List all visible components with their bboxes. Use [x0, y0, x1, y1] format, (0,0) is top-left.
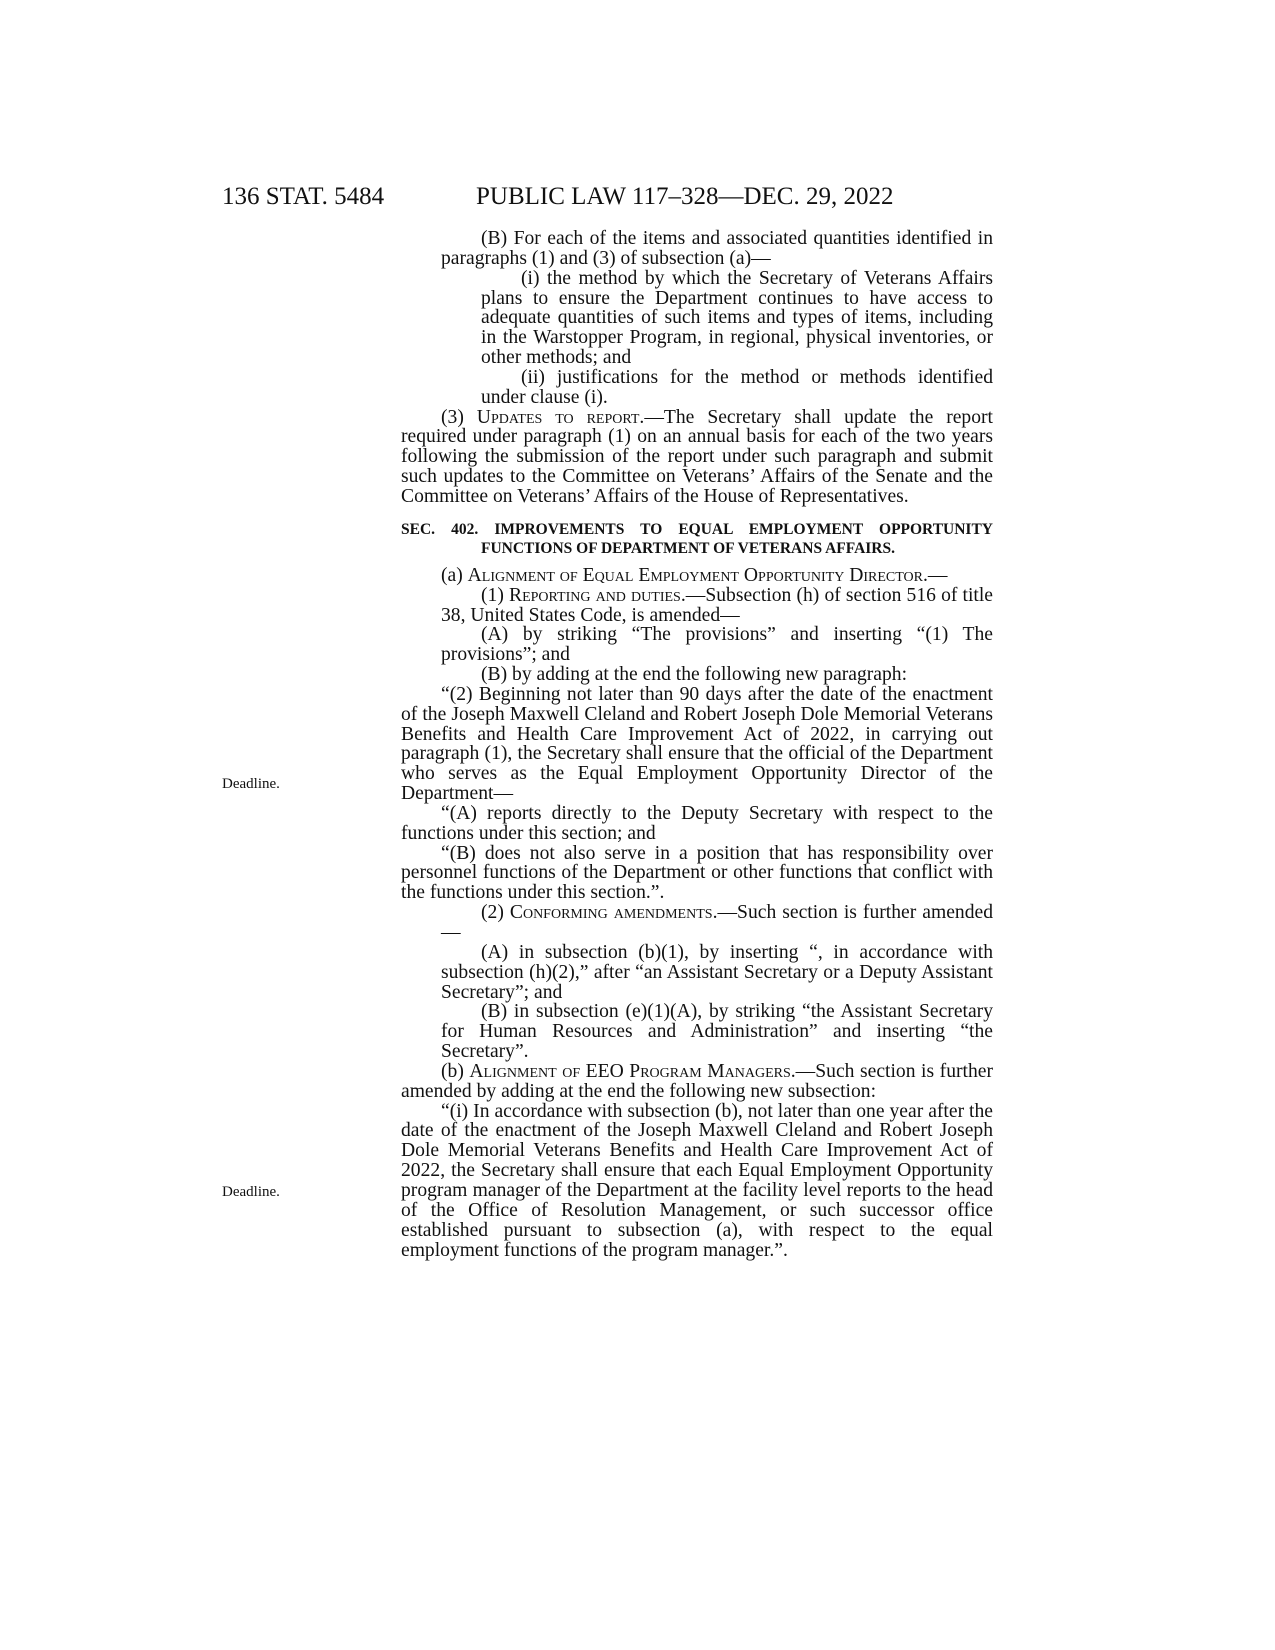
paragraph-number: (1) — [481, 584, 509, 606]
paragraph-a1 — [401, 586, 993, 626]
document-body — [401, 229, 993, 1260]
subparagraph-a1B: (B) by adding at the end the following new paragraph: — [481, 664, 908, 686]
subparagraph-a2A: (A) in subsection (b)(1), by inserting “, in accordance with subsection (h)(2),” after “an Assistant Secretary or a Deputy Assistant Secretary”; and — [441, 941, 993, 1003]
subparagraph-a2B: (B) in subsection (e)(1)(A), by striking “the Assistant Secretary for Human Resources and Administration” and inserting “the Secretary”. — [441, 1001, 993, 1063]
subsection-number: (a) — [441, 564, 468, 586]
clause-ii-justifications: (ii) justifications for the method or methods identified under clause (i). — [481, 366, 993, 408]
paragraph-text: .—Such section is further amended— — [441, 902, 993, 943]
quoted-paragraph-2: “(2) Beginning not later than 90 days after the date of the enactment of the Joseph Maxwell Cleland and Robert Joseph Dole Memorial Veterans Benefits and Health Care Improvement Act of 2022, in carrying out paragraph (1), the Secretary shall ensure that the official of the Department who serves as the Equal Employment Opportunity Director of the Department— — [401, 683, 993, 805]
section-heading: SEC. 402. IMPROVEMENTS TO EQUAL EMPLOYMENT OPPORTUNITY FUNCTIONS OF DEPARTMENT OF VETERANS AFFAIRS. — [401, 520, 993, 557]
quoted-subparagraph-A: “(A) reports directly to the Deputy Secretary with respect to the functions under this section; and — [401, 802, 993, 844]
paragraph-heading: Conforming amendments — [509, 902, 713, 924]
margin-note-deadline: Deadline. — [222, 776, 280, 792]
page-running-title: PUBLIC LAW 117–328—DEC. 29, 2022 — [476, 183, 894, 210]
subsection-heading: Alignment of EEO Program Managers — [469, 1060, 791, 1082]
margin-note-deadline: Deadline. — [222, 1184, 280, 1200]
subsection-a — [401, 566, 993, 586]
paragraph-a2 — [401, 903, 993, 943]
paragraph-b-items: (B) For each of the items and associated quantities identified in paragraphs (1) and (3) of subsection (a)— — [441, 228, 993, 269]
paragraph-number: (3) — [441, 406, 477, 428]
subsection-b — [401, 1062, 993, 1102]
paragraph-text: .—Subsection (h) of section 516 of title 38, United States Code, is amended— — [441, 584, 994, 626]
quoted-subsection-i: “(i) In accordance with subsection (b), not later than one year after the date of the enactment of the Joseph Maxwell Cleland and Robert Joseph Dole Memorial Veterans Benefits and Health Care Improvement Act of 2022, the Secretary shall ensure that each Equal Employment Opportunity program manager of the Department at the facility level reports to the head of the Office of Resolution Management, or such successor office established pursuant to subsection (a), with respect to the equal employment functions of the program manager.”. — [401, 1100, 993, 1261]
paragraph-heading: Updates to report — [476, 406, 640, 428]
paragraph-number: (2) — [481, 902, 510, 924]
paragraph-text: .—The Secretary shall update the report required under paragraph (1) on an annual basis for each of the two years following the submission of the report under such paragraph and submit such updates to the Committee on Veterans’ Affairs of the Senate and the Committee on Veterans’ Affairs of the House of Representatives. — [401, 406, 993, 507]
subparagraph-a1A: (A) by striking “The provisions” and inserting “(1) The provisions”; and — [441, 624, 993, 666]
subsection-number: (b) — [441, 1060, 470, 1082]
paragraph-3-updates — [401, 408, 993, 507]
page-stat-citation: 136 STAT. 5484 — [222, 183, 385, 210]
subsection-text: .— — [923, 564, 948, 586]
clause-i-method: (i) the method by which the Secretary of Veterans Affairs plans to ensure the Department continues to have access to adequate quantities of such items and types of items, including in the Warstopper Program, in regional, physical inventories, or other methods; and — [481, 267, 993, 369]
subsection-text: .—Such section is further amended by adding at the end the following new subsection: — [401, 1060, 993, 1102]
paragraph-heading: Reporting and duties — [509, 584, 681, 606]
quoted-subparagraph-B: “(B) does not also serve in a position that has responsibility over personnel functions of the Department or other functions that conflict with the functions under this section.”. — [401, 842, 993, 904]
subsection-heading: Alignment of Equal Employment Opportunity Director — [467, 564, 923, 586]
